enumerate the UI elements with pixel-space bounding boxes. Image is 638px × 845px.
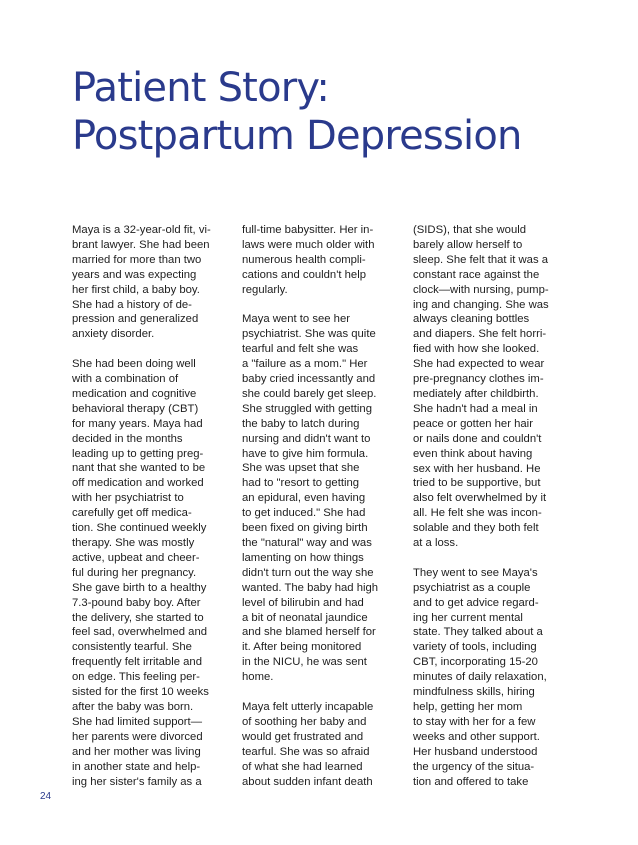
body-text-line: ful during her pregnancy. <box>72 566 197 579</box>
body-text-line: clock—with nursing, pump- <box>413 283 549 296</box>
body-text-line: pression and generalized <box>72 313 199 326</box>
body-text-line: Maya felt utterly incapable <box>242 700 374 713</box>
body-text-line: She had limited support— <box>72 715 202 728</box>
body-text-line: She gave birth to a healthy <box>72 581 207 594</box>
body-text-line: mediately after childbirth. <box>413 387 539 400</box>
body-text-line: active, upbeat and cheer- <box>72 551 200 564</box>
body-text-line: off medication and worked <box>72 477 204 490</box>
body-text-line: sleep. She felt that it was a <box>413 253 549 266</box>
body-text-line: after the baby was born. <box>72 700 194 713</box>
body-column-3 <box>413 223 571 789</box>
body-text-line: about sudden infant death <box>242 775 373 788</box>
body-text-line: to stay with her for a few <box>413 715 536 728</box>
body-text-line: and she blamed herself for <box>242 626 376 639</box>
body-text-line: help, getting her mom <box>413 700 523 713</box>
page-title-line-1: Patient Story: <box>72 65 330 111</box>
body-text-line: Her husband understood <box>413 745 538 758</box>
body-text-line: She was upset that she <box>242 462 360 475</box>
body-text-line: laws were much older with <box>242 238 375 251</box>
body-text-line: state. They talked about a <box>413 626 543 639</box>
body-text-line: been fixed on giving birth <box>242 522 368 535</box>
body-text-line: with her psychiatrist to <box>72 492 184 505</box>
body-text-line: had to "resort to getting <box>242 477 360 490</box>
body-text-line: for many years. Maya had <box>72 417 203 430</box>
body-text-line: baby cried incessantly and <box>242 373 376 386</box>
body-column-1 <box>72 223 230 789</box>
body-text-line: feel sad, overwhelmed and <box>72 626 208 639</box>
body-text-line: cations and couldn't help <box>242 268 367 281</box>
body-text-line: psychiatrist as a couple <box>413 581 531 594</box>
body-text-line: an epidural, even having <box>242 492 366 505</box>
body-text-line: pre-pregnancy clothes im- <box>413 373 544 386</box>
body-text-line: also felt overwhelmed by it <box>413 492 547 505</box>
body-text-line: in another state and help- <box>72 760 201 773</box>
body-text-line: tearful and felt she was <box>242 343 359 356</box>
body-text-line: brant lawyer. She had been <box>72 238 210 251</box>
body-text-line: it. After being monitored <box>242 641 362 654</box>
body-text-line: anxiety disorder. <box>72 328 155 341</box>
body-text-line: behavioral therapy (CBT) <box>72 402 199 415</box>
body-text-line: consistently tearful. She <box>72 641 192 654</box>
body-text-line: tion and offered to take <box>413 775 529 788</box>
body-text-line: (SIDS), that she would <box>413 224 527 236</box>
paragraph-break <box>242 298 400 313</box>
body-text-line: tried to be supportive, but <box>413 477 541 490</box>
body-text-line: on edge. This feeling per- <box>72 671 200 684</box>
body-text-line: or nails done and couldn't <box>413 432 542 445</box>
body-text-line: mindfulness skills, hiring <box>413 686 535 699</box>
body-text-line: They went to see Maya's <box>413 566 538 579</box>
body-text-line: carefully get off medica- <box>72 507 192 520</box>
body-text-line: ing her current mental <box>413 611 523 624</box>
body-text-line: frequently felt irritable and <box>72 656 202 669</box>
body-text-line: Maya is a 32-year-old fit, vi- <box>72 224 211 236</box>
body-text-line: even think about having <box>413 447 533 460</box>
body-text-line: ing and changing. She was <box>413 298 549 311</box>
body-text-line: CBT, incorporating 15-20 <box>413 656 538 669</box>
body-text-line: of what she had learned <box>242 760 363 773</box>
body-text-line: therapy. She was mostly <box>72 537 195 550</box>
body-text-line: nursing and didn't want to <box>242 432 371 445</box>
paragraph-break <box>413 551 571 566</box>
body-text-line: and her mother was living <box>72 745 201 758</box>
body-text-line: didn't turn out the way she <box>242 566 374 579</box>
body-text-line: numerous health compli- <box>242 253 366 266</box>
body-text-line: sex with her husband. He <box>413 462 541 475</box>
body-text-line: 7.3-pound baby boy. After <box>72 596 201 609</box>
body-text-line: She had expected to wear <box>413 358 545 371</box>
body-text-line: full-time babysitter. Her in- <box>242 224 374 236</box>
body-text-line: a "failure as a mom." Her <box>242 358 368 371</box>
body-text-line: tion. She continued weekly <box>72 522 207 535</box>
body-column-2 <box>242 223 400 789</box>
body-text-line: leading up to getting preg- <box>72 447 204 460</box>
body-text-line: level of bilirubin and had <box>242 596 364 609</box>
body-text-line: solable and they both felt <box>413 522 539 535</box>
body-text-line: medication and cognitive <box>72 387 197 400</box>
body-text-line: the urgency of the situa- <box>413 760 535 773</box>
body-text-line: She had a history of de- <box>72 298 192 311</box>
body-text-line: at a loss. <box>413 537 459 550</box>
body-text-line: tearful. She was so afraid <box>242 745 370 758</box>
body-text-line: weeks and other support. <box>413 730 540 743</box>
body-text-line: peace or gotten her hair <box>413 417 533 430</box>
body-text-line: constant race against the <box>413 268 540 281</box>
body-text-line: and to get advice regard- <box>413 596 539 609</box>
body-text-line: fied with how she looked. <box>413 343 540 356</box>
page-title <box>72 64 522 160</box>
body-text-line: married for more than two <box>72 253 202 266</box>
body-text-line: with a combination of <box>72 373 179 386</box>
body-text-line: all. He felt she was incon- <box>413 507 542 520</box>
body-text-line: barely allow herself to <box>413 238 523 251</box>
body-text-line: home. <box>242 671 274 684</box>
paragraph-break <box>242 685 400 700</box>
body-text-line: She hadn't had a meal in <box>413 402 538 415</box>
body-text-line: nant that she wanted to be <box>72 462 206 475</box>
body-text-line: minutes of daily relaxation, <box>413 671 547 684</box>
body-text-line: her first child, a baby boy. <box>72 283 200 296</box>
body-text-line: ing her sister's family as a <box>72 775 202 788</box>
body-text-line: her parents were divorced <box>72 730 203 743</box>
body-text-line: and diapers. She felt horri- <box>413 328 547 341</box>
body-text-line: Maya went to see her <box>242 313 351 326</box>
page-title-line-2: Postpartum Depression <box>72 113 522 159</box>
body-text-line: years and was expecting <box>72 268 197 281</box>
body-text-line: have to give him formula. <box>242 447 369 460</box>
body-text-line: She struggled with getting <box>242 402 372 415</box>
body-text-line: to get induced." She had <box>242 507 366 520</box>
body-text-line: wanted. The baby had high <box>242 581 379 594</box>
body-text-line: the baby to latch during <box>242 417 360 430</box>
body-text-line: sisted for the first 10 weeks <box>72 686 209 699</box>
body-text-line: regularly. <box>242 283 288 296</box>
body-text-line: the "natural" way and was <box>242 537 372 550</box>
body-text-line: in the NICU, he was sent <box>242 656 367 669</box>
body-text-line: psychiatrist. She was quite <box>242 328 376 341</box>
page-number: 24 <box>40 791 52 802</box>
body-text-line: always cleaning bottles <box>413 313 530 326</box>
body-text-line: she could barely get sleep. <box>242 387 377 400</box>
body-text-line: the delivery, she started to <box>72 611 204 624</box>
body-text-line: decided in the months <box>72 432 183 445</box>
body-text-line: of soothing her baby and <box>242 715 367 728</box>
body-text-line: She had been doing well <box>72 358 196 371</box>
body-text-line: variety of tools, including <box>413 641 537 654</box>
body-text-line: a bit of neonatal jaundice <box>242 611 368 624</box>
paragraph-break <box>72 342 230 357</box>
body-text-line: lamenting on how things <box>242 551 364 564</box>
body-text-line: would get frustrated and <box>242 730 364 743</box>
